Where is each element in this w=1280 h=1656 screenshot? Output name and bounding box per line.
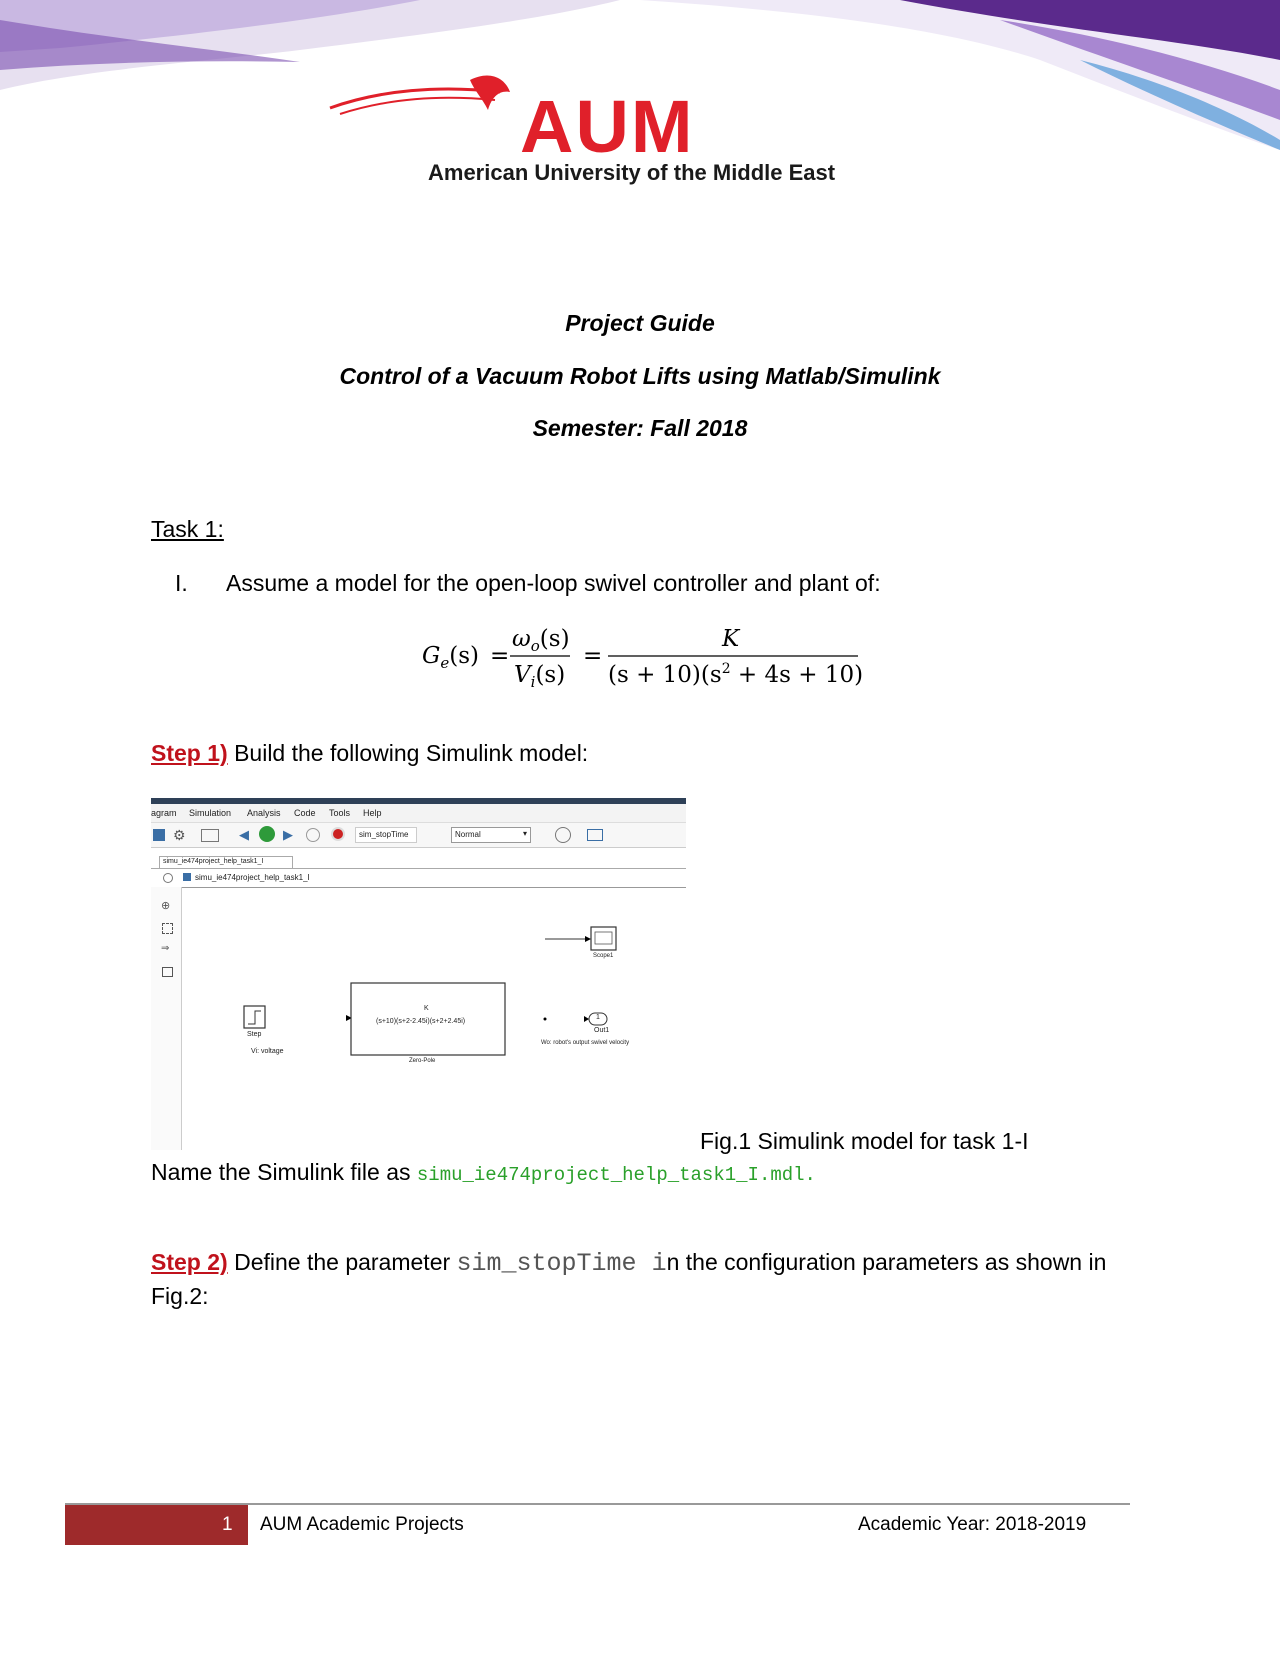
footer-left-text: AUM Academic Projects [260, 1514, 464, 1535]
svg-text:Vi(s): $V_i(s)$ [514, 662, 566, 691]
svg-text:=: = [490, 643, 510, 669]
step1-paragraph [151, 740, 588, 767]
filename: simu_ie474project_help_task1_I.mdl. [416, 1164, 816, 1186]
menu-tools[interactable]: Tools [329, 808, 351, 818]
zero-pole-numerator: K [424, 1005, 429, 1012]
zero-pole-denominator: (s+10)(s+2-2.45i)(s+2+2.45i) [376, 1018, 466, 1025]
arrow-icon[interactable]: ⇒ [161, 943, 170, 954]
step-forward-icon[interactable]: ▶ [283, 827, 293, 842]
step2-label: Step 2) [151, 1249, 228, 1275]
name-file-paragraph [151, 1159, 816, 1186]
project-title: Control of a Vacuum Robot Lifts using Matlab/Simulink [339, 363, 941, 389]
menu-code[interactable]: Code [294, 808, 316, 818]
svg-text:=: = [583, 643, 603, 669]
gear-icon[interactable]: ⚙ [173, 827, 186, 843]
task-heading: Task 1: [151, 516, 224, 542]
svg-text:K: K [722, 626, 740, 652]
zoom-icon[interactable]: ⊕ [161, 900, 171, 912]
step-label: Step [247, 1031, 262, 1038]
transfer-function-equation [400, 616, 870, 696]
outport-description: Wo: robot's output swivel velocity [541, 1040, 630, 1046]
step-back-icon[interactable]: ◀ [239, 827, 249, 842]
page-number: 1 [222, 1514, 233, 1535]
menu-diagram[interactable]: agram [151, 808, 177, 818]
step2-param: sim_stopTime i [456, 1249, 667, 1278]
outport-number: 1 [596, 1014, 600, 1021]
zero-pole-label: Zero-Pole [409, 1058, 436, 1064]
tab-model[interactable]: simu_ie474project_help_task1_I [159, 856, 293, 869]
step2-text1: Define the parameter [227, 1249, 457, 1275]
chevron-down-icon: ▾ [522, 829, 527, 838]
project-guide-title: Project Guide [565, 310, 715, 336]
svg-text:Ge(s): $G_e(s)$ [422, 643, 480, 672]
menu-analysis[interactable]: Analysis [247, 808, 281, 818]
aum-logo: AUM [520, 85, 695, 168]
scope-label: Scope1 [593, 953, 614, 959]
model-canvas [151, 798, 686, 1150]
step1-text: Build the following Simulink model: [227, 740, 589, 766]
footer-red-block [65, 1505, 248, 1545]
svg-text:ωo(s): $\omega_o(s)$ [512, 626, 570, 655]
menu-simulation[interactable]: Simulation [189, 808, 232, 818]
breadcrumb: simu_ie474project_help_task1_I [151, 869, 686, 888]
step2-paragraph [151, 1246, 1131, 1312]
university-name: American University of the Middle East [428, 160, 836, 185]
step1-label: Step 1) [151, 740, 228, 766]
step2-text2: n the configuration parameters as shown in Fig.2: [151, 1249, 1107, 1309]
outport-label: Out1 [594, 1027, 610, 1034]
stop-time-input[interactable]: sim_stopTime [355, 827, 417, 843]
item-numeral: I. [175, 570, 188, 596]
task-item-text: Assume a model for the open-loop swivel controller and plant of: [226, 570, 881, 596]
menu-help[interactable]: Help [363, 808, 382, 818]
semester-title: Semester: Fall 2018 [532, 415, 748, 441]
simulation-mode-select[interactable]: Normal ▾ [451, 827, 531, 843]
figure-caption: Fig.1 Simulink model for task 1-I [700, 1128, 1029, 1154]
step-description: Vi: voltage [251, 1048, 284, 1055]
name-file-text: Name the Simulink file as [151, 1159, 417, 1185]
svg-text:(s + 10)(s2 + 4s + 10): $(s + 10)(s^2 + 4s + 10)$ [608, 661, 864, 688]
footer-right-text: Academic Year: 2018-2019 [858, 1514, 1087, 1535]
simulink-screenshot [151, 798, 686, 1150]
